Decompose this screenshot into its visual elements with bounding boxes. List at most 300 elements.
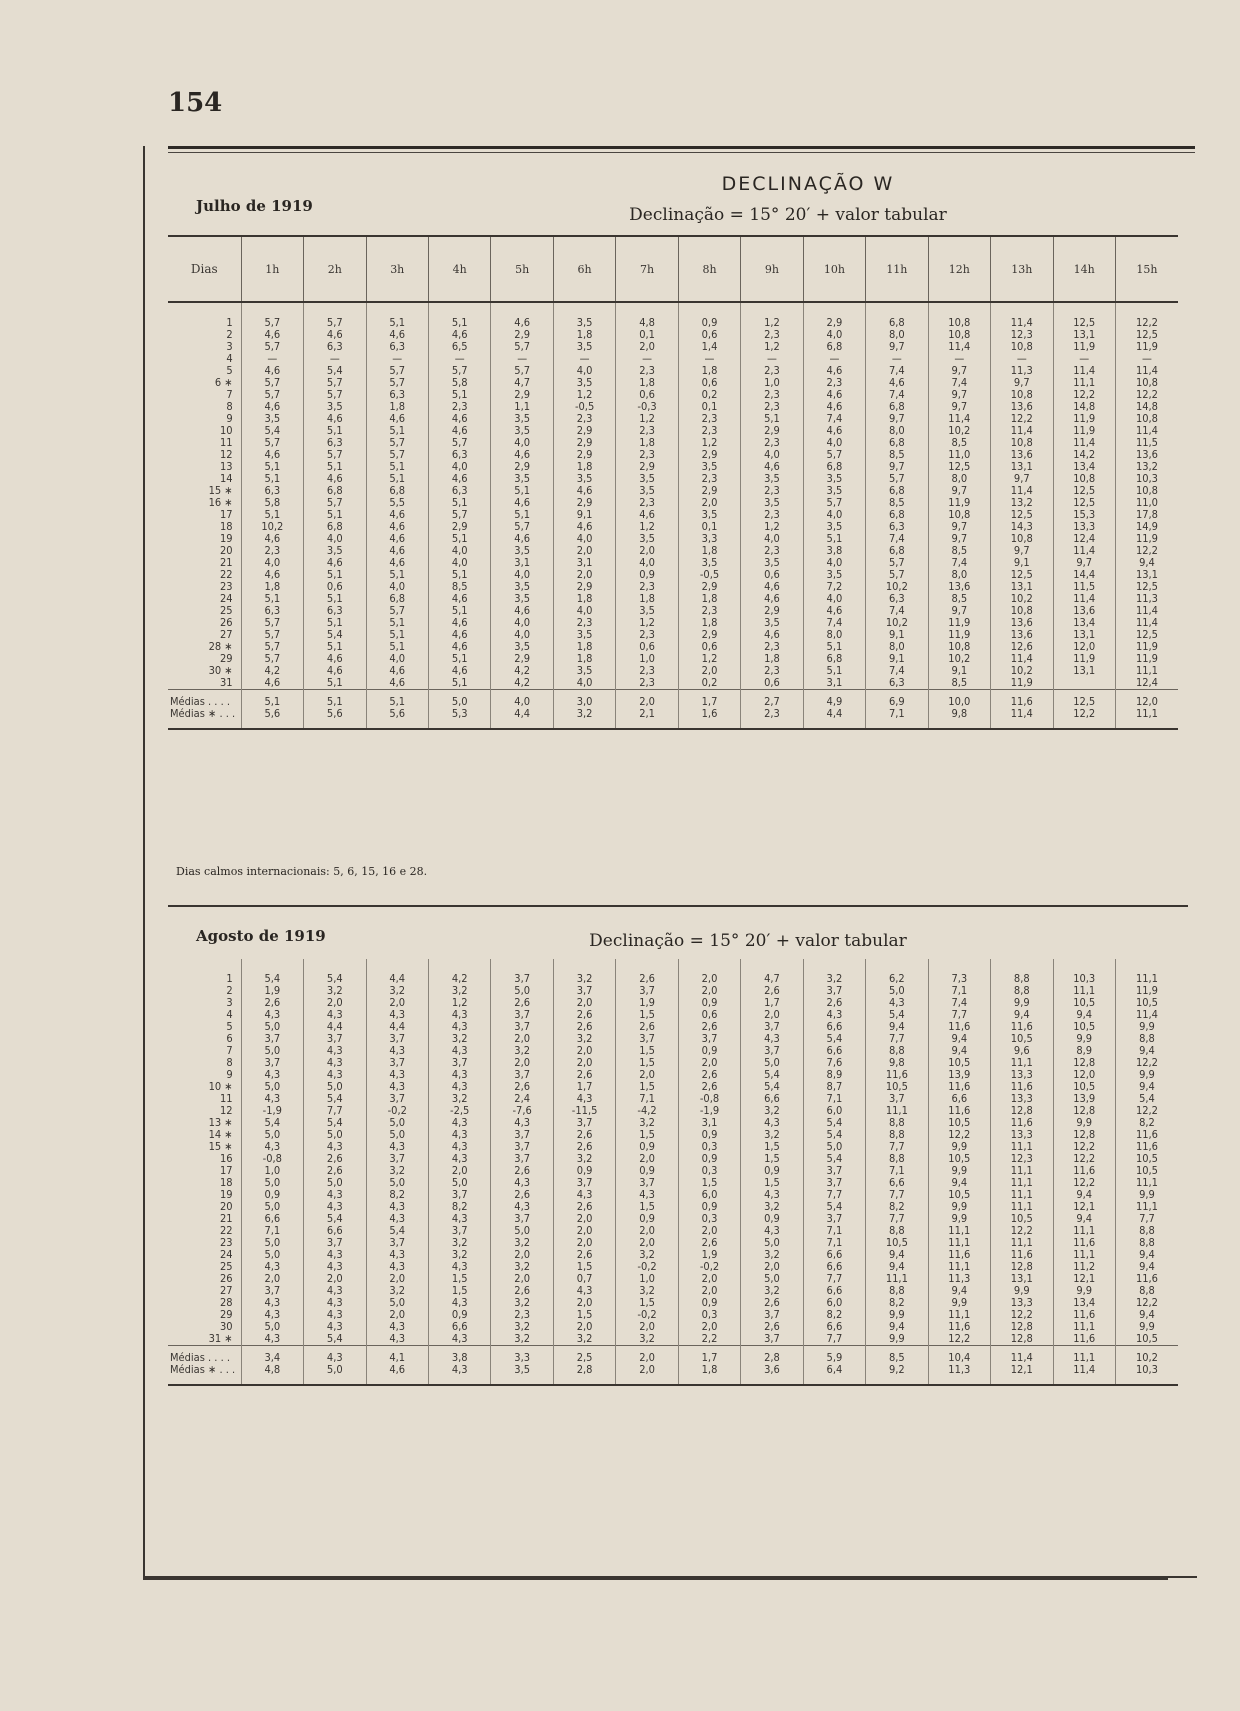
value-cell: 9,7 (991, 473, 1053, 485)
value-cell: 4,3 (304, 1057, 366, 1069)
dias-header: Dias (168, 236, 241, 302)
value-cell: 5,7 (366, 377, 428, 389)
value-cell: 4,0 (491, 437, 553, 449)
value-cell: 11,4 (991, 317, 1053, 329)
medias-value: 9,2 (866, 1364, 928, 1376)
day-cell: 2 (226, 329, 233, 341)
value-cell: 3,7 (304, 1033, 366, 1045)
day-cell: 17 (220, 1165, 233, 1177)
value-cell: 11,4 (1053, 437, 1115, 449)
value-cell: 5,0 (366, 1117, 428, 1129)
value-cell: 3,2 (491, 1321, 553, 1333)
value-cell: 9,9 (866, 1309, 928, 1321)
table-row (168, 425, 1178, 437)
value-cell: 0,7 (553, 1273, 615, 1285)
value-cell: 0,3 (678, 1165, 740, 1177)
value-cell: 3,5 (491, 545, 553, 557)
medias-value: 4,3 (304, 1346, 366, 1365)
value-cell: 4,6 (741, 629, 803, 641)
value-cell: 8,2 (866, 1297, 928, 1309)
value-cell: 8,0 (928, 569, 990, 581)
table-row (168, 401, 1178, 413)
value-cell: 4,6 (366, 521, 428, 533)
value-cell: 9,9 (1115, 1189, 1178, 1201)
medias-value: 2,0 (616, 690, 678, 709)
value-cell: 5,0 (741, 1057, 803, 1069)
value-cell: 2,3 (616, 581, 678, 593)
value-cell: 4,3 (741, 1117, 803, 1129)
value-cell: 5,4 (1115, 1093, 1178, 1105)
value-cell: 8,5 (928, 437, 990, 449)
value-cell: 2,3 (741, 389, 803, 401)
value-cell: 2,6 (616, 1021, 678, 1033)
value-cell: 2,3 (741, 665, 803, 677)
table-row (168, 485, 1178, 497)
value-cell: 1,8 (553, 593, 615, 605)
value-cell: 3,1 (553, 557, 615, 569)
value-cell: 10,5 (1115, 1165, 1178, 1177)
medias-value: 3,0 (553, 690, 615, 709)
value-cell: 5,8 (428, 377, 490, 389)
value-cell: 3,7 (491, 1213, 553, 1225)
value-cell: 5,4 (241, 1117, 303, 1129)
medias-value: 11,1 (1053, 1346, 1115, 1365)
value-cell: 6,6 (304, 1225, 366, 1237)
value-cell: 5,0 (241, 1081, 303, 1093)
value-cell: 12,0 (1053, 1069, 1115, 1081)
value-cell: 3,5 (304, 401, 366, 413)
value-cell: 3,7 (866, 1093, 928, 1105)
value-cell: 4,8 (616, 317, 678, 329)
value-cell: 11,4 (991, 485, 1053, 497)
value-cell: 4,3 (241, 1333, 303, 1346)
value-cell: 10,3 (1053, 973, 1115, 985)
value-cell: 5,0 (428, 1177, 490, 1189)
value-cell: 5,0 (241, 1045, 303, 1057)
value-cell: 4,3 (741, 1189, 803, 1201)
day-cell: 31 ∗ (208, 1333, 233, 1345)
medias-value: 3,6 (741, 1364, 803, 1376)
hour-header: 4h (428, 236, 490, 302)
value-cell: 12,8 (1053, 1129, 1115, 1141)
value-cell: 5,1 (491, 509, 553, 521)
value-cell: 4,3 (803, 1009, 865, 1021)
value-cell: 3,2 (741, 1249, 803, 1261)
value-cell: 2,6 (553, 1249, 615, 1261)
medias-value: 10,0 (928, 690, 990, 709)
value-cell: 2,0 (616, 545, 678, 557)
value-cell: 11,3 (991, 365, 1053, 377)
medias-value: 4,9 (803, 690, 865, 709)
value-cell: 3,7 (616, 1033, 678, 1045)
value-cell: 13,1 (1115, 569, 1178, 581)
value-cell: 5,7 (866, 569, 928, 581)
value-cell: 3,5 (616, 533, 678, 545)
medias-value: 5,6 (304, 708, 366, 720)
value-cell: 4,6 (241, 533, 303, 545)
value-cell: 9,7 (991, 377, 1053, 389)
value-cell: 5,5 (366, 497, 428, 509)
value-cell: 3,2 (553, 1333, 615, 1346)
day-cell: 8 (226, 401, 233, 413)
value-cell: 4,6 (803, 365, 865, 377)
value-cell: 3,5 (241, 413, 303, 425)
day-cell: 15 ∗ (208, 1141, 233, 1153)
value-cell: 3,2 (741, 1105, 803, 1117)
value-cell: 3,2 (491, 1261, 553, 1273)
value-cell: 3,2 (491, 1237, 553, 1249)
value-cell: 6,6 (741, 1093, 803, 1105)
value-cell: 5,7 (428, 509, 490, 521)
value-cell: 9,4 (928, 1285, 990, 1297)
value-cell: 3,5 (616, 485, 678, 497)
value-cell: 2,6 (741, 1321, 803, 1333)
value-cell: 3,8 (803, 545, 865, 557)
value-cell: 12,2 (1115, 1105, 1178, 1117)
value-cell: 3,5 (553, 473, 615, 485)
value-cell: 4,0 (428, 557, 490, 569)
value-cell: 3,2 (491, 1333, 553, 1346)
day-cell: 5 (226, 365, 233, 377)
value-cell: 2,3 (491, 1309, 553, 1321)
value-cell: 4,6 (428, 617, 490, 629)
table-row (168, 449, 1178, 461)
value-cell: 1,2 (616, 617, 678, 629)
value-cell: 11,9 (1115, 533, 1178, 545)
value-cell: 9,9 (991, 1285, 1053, 1297)
value-cell: 2,3 (616, 677, 678, 690)
value-cell: 2,3 (741, 329, 803, 341)
value-cell: 10,5 (991, 1033, 1053, 1045)
calm-days-note: Dias calmos internacionais: 5, 6, 15, 16 e 28. (176, 865, 428, 878)
value-cell: 3,7 (553, 1177, 615, 1189)
value-cell: 5,1 (366, 317, 428, 329)
value-cell: 2,0 (553, 1045, 615, 1057)
value-cell: 12,3 (991, 1153, 1053, 1165)
table-row (168, 341, 1178, 353)
value-cell: 8,5 (928, 545, 990, 557)
value-cell: 7,4 (928, 557, 990, 569)
value-cell: 2,3 (678, 413, 740, 425)
value-cell: 4,6 (491, 317, 553, 329)
value-cell: 0,9 (428, 1309, 490, 1321)
value-cell: 2,6 (553, 1129, 615, 1141)
medias-value: 10,4 (928, 1346, 990, 1365)
value-cell: 2,9 (428, 521, 490, 533)
value-cell: 0,6 (678, 641, 740, 653)
day-cell: 12 (220, 449, 233, 461)
value-cell: 0,9 (616, 569, 678, 581)
value-cell: 12,5 (1053, 317, 1115, 329)
medias-value: 2,7 (741, 690, 803, 709)
value-cell: 6,3 (866, 521, 928, 533)
day-cell: 13 ∗ (208, 1117, 233, 1129)
value-cell: 3,5 (553, 665, 615, 677)
value-cell: 12,5 (928, 461, 990, 473)
value-cell: 11,9 (1115, 985, 1178, 997)
value-cell: 10,8 (991, 389, 1053, 401)
value-cell: 3,7 (803, 1213, 865, 1225)
table-row (168, 605, 1178, 617)
value-cell: 4,6 (741, 461, 803, 473)
value-cell: 1,2 (428, 997, 490, 1009)
value-cell: 3,2 (616, 1117, 678, 1129)
value-cell: 7,1 (616, 1093, 678, 1105)
value-cell: 2,6 (616, 973, 678, 985)
table-row (168, 461, 1178, 473)
value-cell: 5,7 (304, 449, 366, 461)
value-cell: 4,0 (491, 617, 553, 629)
value-cell: 5,1 (428, 497, 490, 509)
value-cell: 0,9 (678, 1297, 740, 1309)
value-cell: 6,2 (866, 973, 928, 985)
value-cell: 0,3 (678, 1213, 740, 1225)
value-cell: 5,7 (304, 317, 366, 329)
value-cell: 11,4 (1115, 1009, 1178, 1021)
value-cell: 4,6 (428, 413, 490, 425)
day-cell: 30 (220, 1321, 233, 1333)
value-cell: 4,0 (803, 557, 865, 569)
value-cell: 1,5 (616, 1057, 678, 1069)
value-cell: 13,3 (991, 1069, 1053, 1081)
value-cell: 4,7 (491, 377, 553, 389)
medias-value: 3,4 (241, 1346, 303, 1365)
value-cell: 5,4 (366, 1225, 428, 1237)
value-cell: 13,2 (1115, 461, 1178, 473)
table-row (168, 413, 1178, 425)
value-cell: 13,6 (928, 581, 990, 593)
value-cell: 5,4 (741, 1081, 803, 1093)
value-cell: 6,6 (803, 1249, 865, 1261)
table-row (168, 1249, 1178, 1261)
value-cell: 14,2 (1053, 449, 1115, 461)
value-cell: 5,4 (803, 1033, 865, 1045)
value-cell: 10,5 (866, 1237, 928, 1249)
value-cell: 3,2 (428, 1033, 490, 1045)
value-cell: 8,5 (866, 497, 928, 509)
value-cell: 2,0 (366, 1273, 428, 1285)
value-cell: 2,6 (304, 1153, 366, 1165)
medias-value: 11,4 (991, 1346, 1053, 1365)
value-cell: 3,5 (678, 461, 740, 473)
value-cell: 10,2 (928, 425, 990, 437)
value-cell: 5,1 (803, 641, 865, 653)
value-cell: 4,6 (491, 497, 553, 509)
value-cell: 11,4 (991, 425, 1053, 437)
table-row (168, 1045, 1178, 1057)
table-row (168, 593, 1178, 605)
day-cell: 18 (220, 1177, 233, 1189)
day-cell: 20 (220, 545, 233, 557)
table-row (168, 665, 1178, 677)
value-cell: 3,7 (803, 1165, 865, 1177)
value-cell: 11,1 (1115, 973, 1178, 985)
day-cell: 15 ∗ (208, 485, 233, 497)
value-cell: 10,8 (928, 329, 990, 341)
value-cell: 0,1 (678, 521, 740, 533)
value-cell: 6,8 (866, 317, 928, 329)
value-cell: 9,7 (866, 341, 928, 353)
value-cell: 11,6 (1115, 1273, 1178, 1285)
table-row (168, 677, 1178, 690)
table-row (168, 985, 1178, 997)
value-cell: 11,6 (991, 1249, 1053, 1261)
value-cell (1053, 677, 1115, 690)
value-cell: 4,2 (241, 665, 303, 677)
value-cell: 12,2 (1053, 389, 1115, 401)
medias-value: 7,1 (866, 708, 928, 720)
value-cell: 9,4 (1115, 557, 1178, 569)
table-row (168, 1177, 1178, 1189)
value-cell: 2,0 (616, 341, 678, 353)
day-cell: 25 (220, 1261, 233, 1273)
value-cell: 0,6 (616, 641, 678, 653)
hour-header: 6h (553, 236, 615, 302)
value-cell: 4,6 (553, 521, 615, 533)
value-cell: 5,4 (866, 1009, 928, 1021)
value-cell: 2,3 (553, 617, 615, 629)
value-cell: -0,2 (616, 1309, 678, 1321)
table-row (168, 389, 1178, 401)
value-cell: 6,3 (241, 485, 303, 497)
value-cell: 0,9 (616, 1141, 678, 1153)
day-cell: 21 (220, 557, 233, 569)
table-row (168, 437, 1178, 449)
value-cell: 3,2 (366, 1165, 428, 1177)
value-cell: 5,1 (428, 389, 490, 401)
value-cell: 1,7 (741, 997, 803, 1009)
day-cell: 4 (226, 353, 233, 365)
value-cell: 5,7 (866, 473, 928, 485)
value-cell: 9,4 (928, 1177, 990, 1189)
value-cell: 8,0 (866, 425, 928, 437)
value-cell: 2,0 (678, 1225, 740, 1237)
table-row (168, 1093, 1178, 1105)
value-cell: 12,1 (1053, 1201, 1115, 1213)
medias-value: 4,4 (803, 708, 865, 720)
value-cell: 4,6 (241, 329, 303, 341)
value-cell: 2,0 (366, 997, 428, 1009)
value-cell: 5,4 (803, 1117, 865, 1129)
value-cell: 4,3 (366, 1069, 428, 1081)
value-cell: 5,7 (304, 389, 366, 401)
august-month-label: Agosto de 1919 (196, 927, 326, 945)
value-cell: 2,9 (678, 581, 740, 593)
value-cell: 5,0 (241, 1321, 303, 1333)
value-cell: 11,1 (1115, 1177, 1178, 1189)
value-cell: 2,0 (241, 1273, 303, 1285)
value-cell: 2,3 (803, 377, 865, 389)
medias-value: 10,3 (1115, 1364, 1178, 1376)
value-cell: 8,5 (928, 593, 990, 605)
value-cell: 9,4 (866, 1261, 928, 1273)
value-cell: 1,8 (241, 581, 303, 593)
value-cell: 12,2 (1115, 1057, 1178, 1069)
table-row (168, 377, 1178, 389)
value-cell: 5,1 (304, 509, 366, 521)
table-row (168, 1009, 1178, 1021)
table-row (168, 365, 1178, 377)
value-cell: 11,4 (1115, 605, 1178, 617)
day-cell: 10 (220, 425, 233, 437)
value-cell: -7,6 (491, 1105, 553, 1117)
value-cell: 1,8 (616, 437, 678, 449)
value-cell: 5,0 (366, 1297, 428, 1309)
value-cell: 4,6 (803, 425, 865, 437)
value-cell: 2,4 (491, 1093, 553, 1105)
value-cell: 12,8 (1053, 1105, 1115, 1117)
value-cell: 2,9 (553, 437, 615, 449)
value-cell: 2,9 (803, 317, 865, 329)
value-cell: 2,3 (428, 401, 490, 413)
medias-value: 12,0 (1115, 690, 1178, 709)
value-cell: 6,3 (366, 341, 428, 353)
value-cell: 3,7 (366, 1237, 428, 1249)
value-cell: 4,0 (553, 533, 615, 545)
value-cell: 2,6 (491, 997, 553, 1009)
value-cell: 12,8 (991, 1261, 1053, 1273)
table-row (168, 1297, 1178, 1309)
value-cell: 4,3 (366, 1201, 428, 1213)
value-cell: 2,0 (616, 1153, 678, 1165)
day-cell: 14 ∗ (208, 1129, 233, 1141)
value-cell: 9,4 (1115, 1309, 1178, 1321)
value-cell: 2,9 (678, 629, 740, 641)
value-cell: 3,7 (366, 1153, 428, 1165)
value-cell: 9,4 (866, 1321, 928, 1333)
value-cell: 7,7 (928, 1009, 990, 1021)
value-cell: — (803, 353, 865, 365)
day-cell: 14 (220, 473, 233, 485)
value-cell: 4,3 (241, 1093, 303, 1105)
value-cell: 6,8 (803, 341, 865, 353)
table-row (168, 1309, 1178, 1321)
value-cell: 3,5 (553, 341, 615, 353)
value-cell: 14,3 (991, 521, 1053, 533)
value-cell: 9,9 (928, 1297, 990, 1309)
value-cell: 1,5 (616, 1009, 678, 1021)
value-cell: 10,8 (1053, 473, 1115, 485)
value-cell: 3,5 (741, 473, 803, 485)
value-cell: 2,6 (241, 997, 303, 1009)
value-cell: 11,1 (866, 1105, 928, 1117)
value-cell: — (1053, 353, 1115, 365)
table-row (168, 1213, 1178, 1225)
value-cell: 3,5 (553, 629, 615, 641)
value-cell: 2,3 (553, 413, 615, 425)
value-cell: 0,9 (678, 997, 740, 1009)
value-cell: 4,6 (304, 557, 366, 569)
value-cell: 8,0 (928, 473, 990, 485)
table-row (168, 1201, 1178, 1213)
value-cell: 2,9 (553, 581, 615, 593)
value-cell: 1,5 (741, 1153, 803, 1165)
value-cell: 7,7 (304, 1105, 366, 1117)
value-cell: 11,1 (1053, 1249, 1115, 1261)
value-cell: 0,1 (616, 329, 678, 341)
value-cell: 4,3 (304, 1141, 366, 1153)
value-cell: 2,3 (616, 425, 678, 437)
value-cell: 2,6 (491, 1285, 553, 1297)
hour-header: 9h (741, 236, 803, 302)
value-cell: 10,2 (928, 653, 990, 665)
value-cell: 3,1 (491, 557, 553, 569)
value-cell: 0,9 (678, 317, 740, 329)
day-cell: 2 (226, 985, 233, 997)
medias-value: 1,8 (678, 1364, 740, 1376)
value-cell: 4,3 (241, 1141, 303, 1153)
value-cell: 4,0 (366, 653, 428, 665)
